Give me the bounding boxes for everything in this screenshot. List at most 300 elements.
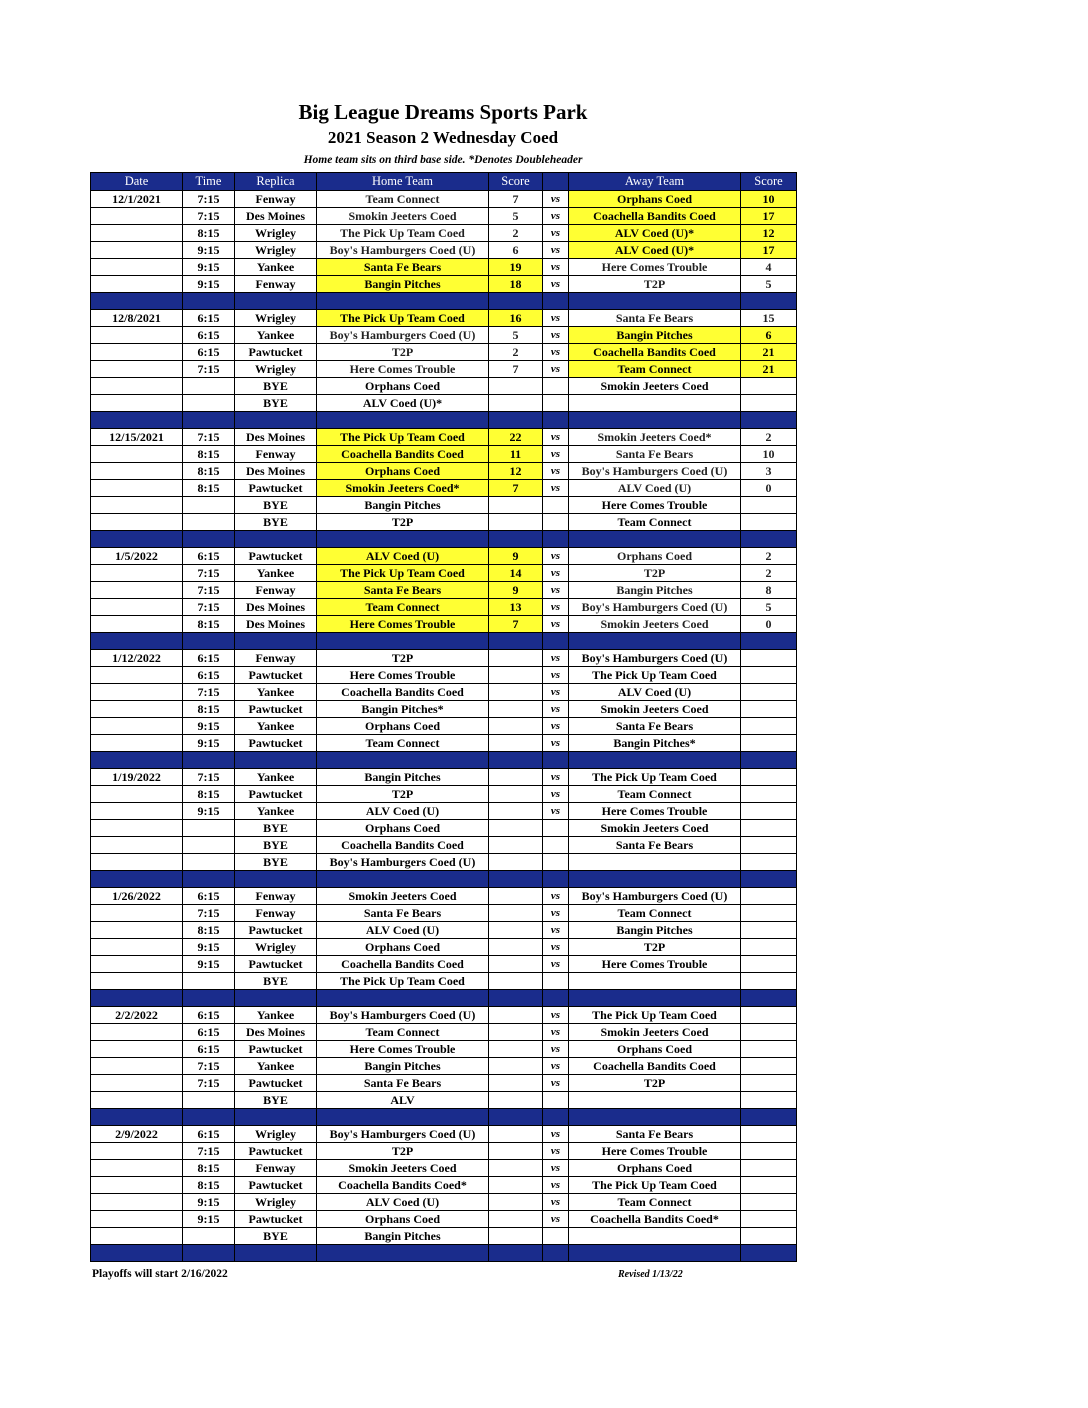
away-score-cell	[741, 667, 797, 684]
home-score-cell: 13	[489, 599, 543, 616]
date-cell	[91, 378, 183, 395]
separator-cell	[317, 1245, 489, 1262]
separator-cell	[741, 293, 797, 310]
time-cell: 6:15	[183, 344, 235, 361]
away-team-cell: Bangin Pitches	[569, 922, 741, 939]
home-score-cell	[489, 820, 543, 837]
time-cell: 7:15	[183, 684, 235, 701]
table-row	[91, 718, 797, 735]
date-cell	[91, 905, 183, 922]
separator-cell	[91, 293, 183, 310]
field-cell: BYE	[235, 378, 317, 395]
home-score-cell	[489, 1160, 543, 1177]
field-cell: BYE	[235, 973, 317, 990]
table-row	[91, 888, 797, 905]
home-team-cell: Here Comes Trouble	[317, 361, 489, 378]
vs-cell: vs	[543, 1194, 569, 1211]
table-row	[91, 837, 797, 854]
time-cell	[183, 1092, 235, 1109]
date-cell	[91, 446, 183, 463]
home-team-cell: Team Connect	[317, 735, 489, 752]
vs-cell	[543, 497, 569, 514]
away-team-cell: Smokin Jeeters Coed	[569, 701, 741, 718]
time-cell: 7:15	[183, 565, 235, 582]
away-team-cell: The Pick Up Team Coed	[569, 769, 741, 786]
vs-cell: vs	[543, 1143, 569, 1160]
separator-cell	[235, 633, 317, 650]
time-cell: 7:15	[183, 1058, 235, 1075]
away-team-cell: The Pick Up Team Coed	[569, 1177, 741, 1194]
home-team-cell: Here Comes Trouble	[317, 667, 489, 684]
vs-cell	[543, 854, 569, 871]
home-score-cell	[489, 650, 543, 667]
home-score-cell	[489, 922, 543, 939]
time-cell: 7:15	[183, 582, 235, 599]
vs-cell: vs	[543, 1126, 569, 1143]
week-separator	[91, 752, 797, 769]
away-score-cell	[741, 1160, 797, 1177]
separator-cell	[489, 1245, 543, 1262]
separator-cell	[489, 871, 543, 888]
date-cell: 1/5/2022	[91, 548, 183, 565]
away-team-cell: Team Connect	[569, 786, 741, 803]
separator-cell	[741, 871, 797, 888]
table-row	[91, 1228, 797, 1245]
away-team-cell: Smokin Jeeters Coed	[569, 378, 741, 395]
table-row	[91, 446, 797, 463]
home-score-cell	[489, 786, 543, 803]
home-team-cell: ALV Coed (U)*	[317, 395, 489, 412]
home-team-cell: Boy's Hamburgers Coed (U)	[317, 242, 489, 259]
vs-cell: vs	[543, 769, 569, 786]
vs-cell: vs	[543, 1024, 569, 1041]
home-team-cell: T2P	[317, 344, 489, 361]
home-score-cell	[489, 1092, 543, 1109]
home-team-cell: Coachella Bandits Coed*	[317, 1177, 489, 1194]
date-cell	[91, 939, 183, 956]
table-row	[91, 344, 797, 361]
time-cell: 8:15	[183, 463, 235, 480]
home-score-cell	[489, 905, 543, 922]
time-cell: 6:15	[183, 327, 235, 344]
time-cell	[183, 820, 235, 837]
time-cell: 6:15	[183, 1041, 235, 1058]
away-team-cell: Team Connect	[569, 514, 741, 531]
header-date: Date	[91, 173, 183, 191]
away-team-cell: T2P	[569, 276, 741, 293]
vs-cell	[543, 820, 569, 837]
separator-cell	[741, 752, 797, 769]
date-cell	[91, 395, 183, 412]
home-score-cell	[489, 1007, 543, 1024]
date-cell: 12/15/2021	[91, 429, 183, 446]
field-cell: BYE	[235, 837, 317, 854]
vs-cell: vs	[543, 429, 569, 446]
away-score-cell	[741, 922, 797, 939]
home-score-cell: 14	[489, 565, 543, 582]
date-cell	[91, 1041, 183, 1058]
vs-cell: vs	[543, 735, 569, 752]
table-row	[91, 1211, 797, 1228]
vs-cell: vs	[543, 922, 569, 939]
vs-cell: vs	[543, 599, 569, 616]
home-team-cell: Santa Fe Bears	[317, 905, 489, 922]
table-row	[91, 378, 797, 395]
separator-cell	[489, 633, 543, 650]
field-cell: Wrigley	[235, 939, 317, 956]
page-subtitle: 2021 Season 2 Wednesday Coed	[327, 128, 559, 147]
home-score-cell	[489, 1194, 543, 1211]
separator-cell	[183, 1109, 235, 1126]
home-score-cell: 9	[489, 548, 543, 565]
field-cell: Pawtucket	[235, 735, 317, 752]
home-team-cell: Team Connect	[317, 599, 489, 616]
date-cell: 2/2/2022	[91, 1007, 183, 1024]
table-row	[91, 701, 797, 718]
home-score-cell	[489, 973, 543, 990]
table-row	[91, 1143, 797, 1160]
separator-cell	[91, 412, 183, 429]
separator-cell	[235, 412, 317, 429]
away-score-cell	[741, 905, 797, 922]
time-cell	[183, 378, 235, 395]
away-team-cell: ALV Coed (U)*	[569, 225, 741, 242]
away-score-cell	[741, 650, 797, 667]
home-team-cell: The Pick Up Team Coed	[317, 225, 489, 242]
vs-cell: vs	[543, 803, 569, 820]
separator-cell	[569, 1245, 741, 1262]
separator-cell	[183, 531, 235, 548]
home-score-cell	[489, 1211, 543, 1228]
away-team-cell: Boy's Hamburgers Coed (U)	[569, 463, 741, 480]
home-team-cell: Boy's Hamburgers Coed (U)	[317, 327, 489, 344]
away-score-cell	[741, 769, 797, 786]
field-cell: BYE	[235, 854, 317, 871]
date-cell	[91, 1211, 183, 1228]
separator-cell	[235, 1245, 317, 1262]
date-cell	[91, 701, 183, 718]
schedule-note: Home team sits on third base side. *Denotes Doubleheader	[303, 154, 583, 166]
field-cell: Pawtucket	[235, 344, 317, 361]
vs-cell: vs	[543, 718, 569, 735]
date-cell	[91, 1143, 183, 1160]
away-team-cell: Here Comes Trouble	[569, 497, 741, 514]
away-score-cell	[741, 497, 797, 514]
separator-cell	[317, 412, 489, 429]
separator-cell	[489, 990, 543, 1007]
vs-cell: vs	[543, 191, 569, 208]
home-team-cell: ALV Coed (U)	[317, 548, 489, 565]
date-cell	[91, 735, 183, 752]
time-cell: 8:15	[183, 786, 235, 803]
field-cell: Des Moines	[235, 429, 317, 446]
away-score-cell: 6	[741, 327, 797, 344]
field-cell: Wrigley	[235, 242, 317, 259]
vs-cell	[543, 973, 569, 990]
vs-cell: vs	[543, 1211, 569, 1228]
home-score-cell	[489, 735, 543, 752]
away-team-cell: Coachella Bandits Coed	[569, 208, 741, 225]
time-cell: 9:15	[183, 1211, 235, 1228]
home-score-cell	[489, 667, 543, 684]
vs-cell: vs	[543, 582, 569, 599]
home-score-cell	[489, 956, 543, 973]
away-score-cell	[741, 1177, 797, 1194]
time-cell	[183, 1228, 235, 1245]
away-score-cell: 12	[741, 225, 797, 242]
away-score-cell: 8	[741, 582, 797, 599]
away-team-cell: Orphans Coed	[569, 1160, 741, 1177]
separator-cell	[235, 293, 317, 310]
date-cell	[91, 1058, 183, 1075]
vs-cell: vs	[543, 905, 569, 922]
away-team-cell	[569, 1228, 741, 1245]
table-row	[91, 463, 797, 480]
table-row	[91, 803, 797, 820]
field-cell: Fenway	[235, 276, 317, 293]
time-cell: 7:15	[183, 429, 235, 446]
home-score-cell: 7	[489, 361, 543, 378]
home-team-cell: Bangin Pitches	[317, 1058, 489, 1075]
table-row	[91, 786, 797, 803]
schedule-table	[90, 172, 797, 1262]
time-cell: 6:15	[183, 1024, 235, 1041]
date-cell	[91, 225, 183, 242]
field-cell: Wrigley	[235, 310, 317, 327]
separator-cell	[741, 633, 797, 650]
home-score-cell: 18	[489, 276, 543, 293]
time-cell: 6:15	[183, 1007, 235, 1024]
date-cell	[91, 956, 183, 973]
away-team-cell	[569, 854, 741, 871]
away-score-cell: 10	[741, 446, 797, 463]
vs-cell: vs	[543, 480, 569, 497]
date-cell: 1/19/2022	[91, 769, 183, 786]
vs-cell	[543, 514, 569, 531]
date-cell	[91, 718, 183, 735]
separator-cell	[317, 871, 489, 888]
away-team-cell	[569, 1092, 741, 1109]
time-cell	[183, 395, 235, 412]
time-cell: 9:15	[183, 939, 235, 956]
away-team-cell: Smokin Jeeters Coed	[569, 1024, 741, 1041]
away-score-cell	[741, 1143, 797, 1160]
away-team-cell: T2P	[569, 565, 741, 582]
field-cell: Yankee	[235, 1007, 317, 1024]
away-score-cell: 15	[741, 310, 797, 327]
time-cell: 9:15	[183, 718, 235, 735]
home-score-cell	[489, 497, 543, 514]
table-row	[91, 1126, 797, 1143]
table-row	[91, 599, 797, 616]
table-row	[91, 429, 797, 446]
date-cell	[91, 803, 183, 820]
field-cell: Yankee	[235, 769, 317, 786]
date-cell	[91, 259, 183, 276]
field-cell: Des Moines	[235, 616, 317, 633]
away-team-cell	[569, 395, 741, 412]
header-home-team: Home Team	[317, 173, 489, 191]
table-row	[91, 1177, 797, 1194]
table-row	[91, 361, 797, 378]
away-team-cell: Santa Fe Bears	[569, 718, 741, 735]
home-team-cell: Santa Fe Bears	[317, 259, 489, 276]
separator-cell	[489, 293, 543, 310]
home-team-cell: Team Connect	[317, 1024, 489, 1041]
page-title: Big League Dreams Sports Park	[298, 100, 588, 124]
home-team-cell: The Pick Up Team Coed	[317, 429, 489, 446]
separator-cell	[543, 1245, 569, 1262]
date-cell: 12/8/2021	[91, 310, 183, 327]
date-cell: 1/26/2022	[91, 888, 183, 905]
table-row	[91, 616, 797, 633]
separator-cell	[317, 990, 489, 1007]
vs-cell: vs	[543, 650, 569, 667]
field-cell: Pawtucket	[235, 1041, 317, 1058]
away-team-cell: Here Comes Trouble	[569, 1143, 741, 1160]
field-cell: Pawtucket	[235, 1211, 317, 1228]
time-cell: 9:15	[183, 259, 235, 276]
away-score-cell	[741, 888, 797, 905]
week-separator	[91, 633, 797, 650]
vs-cell: vs	[543, 1160, 569, 1177]
home-team-cell: Smokin Jeeters Coed	[317, 888, 489, 905]
away-team-cell: Team Connect	[569, 905, 741, 922]
time-cell: 7:15	[183, 191, 235, 208]
separator-cell	[543, 990, 569, 1007]
date-cell	[91, 786, 183, 803]
header-vs	[543, 173, 569, 191]
away-team-cell: Orphans Coed	[569, 1041, 741, 1058]
separator-cell	[91, 633, 183, 650]
table-row	[91, 582, 797, 599]
away-team-cell: ALV Coed (U)	[569, 480, 741, 497]
separator-cell	[543, 752, 569, 769]
separator-cell	[489, 1109, 543, 1126]
separator-cell	[183, 752, 235, 769]
field-cell: BYE	[235, 1228, 317, 1245]
away-team-cell: Boy's Hamburgers Coed (U)	[569, 888, 741, 905]
home-team-cell: Boy's Hamburgers Coed (U)	[317, 1126, 489, 1143]
away-score-cell: 5	[741, 599, 797, 616]
away-team-cell: Santa Fe Bears	[569, 837, 741, 854]
away-score-cell	[741, 1126, 797, 1143]
vs-cell: vs	[543, 310, 569, 327]
field-cell: Fenway	[235, 1160, 317, 1177]
date-cell	[91, 463, 183, 480]
date-cell	[91, 1177, 183, 1194]
table-row	[91, 939, 797, 956]
date-cell	[91, 684, 183, 701]
away-team-cell: Orphans Coed	[569, 548, 741, 565]
vs-cell: vs	[543, 1075, 569, 1092]
vs-cell	[543, 1092, 569, 1109]
home-score-cell	[489, 888, 543, 905]
field-cell: Des Moines	[235, 208, 317, 225]
home-score-cell: 9	[489, 582, 543, 599]
separator-cell	[741, 1245, 797, 1262]
away-team-cell: Coachella Bandits Coed*	[569, 1211, 741, 1228]
playoffs-note: Playoffs will start 2/16/2022	[92, 1268, 228, 1280]
home-team-cell: Coachella Bandits Coed	[317, 956, 489, 973]
field-cell: Des Moines	[235, 463, 317, 480]
date-cell	[91, 582, 183, 599]
table-row	[91, 225, 797, 242]
time-cell: 9:15	[183, 803, 235, 820]
header-away-score: Score	[741, 173, 797, 191]
table-row	[91, 1058, 797, 1075]
time-cell: 6:15	[183, 548, 235, 565]
away-score-cell: 2	[741, 565, 797, 582]
separator-cell	[569, 293, 741, 310]
time-cell: 9:15	[183, 1194, 235, 1211]
vs-cell: vs	[543, 259, 569, 276]
away-team-cell: Here Comes Trouble	[569, 803, 741, 820]
time-cell: 7:15	[183, 208, 235, 225]
away-team-cell: Orphans Coed	[569, 191, 741, 208]
away-team-cell: Smokin Jeeters Coed	[569, 820, 741, 837]
field-cell: Wrigley	[235, 225, 317, 242]
table-row	[91, 497, 797, 514]
week-separator	[91, 293, 797, 310]
field-cell: Pawtucket	[235, 1143, 317, 1160]
week-separator	[91, 871, 797, 888]
time-cell: 9:15	[183, 956, 235, 973]
time-cell: 8:15	[183, 446, 235, 463]
separator-cell	[741, 531, 797, 548]
table-row	[91, 310, 797, 327]
home-score-cell	[489, 1024, 543, 1041]
header-row	[91, 173, 797, 191]
away-score-cell	[741, 803, 797, 820]
home-team-cell: Here Comes Trouble	[317, 616, 489, 633]
separator-cell	[741, 412, 797, 429]
away-team-cell: Santa Fe Bears	[569, 446, 741, 463]
field-cell: Pawtucket	[235, 480, 317, 497]
time-cell: 7:15	[183, 1143, 235, 1160]
field-cell: BYE	[235, 1092, 317, 1109]
separator-cell	[91, 990, 183, 1007]
home-team-cell: Bangin Pitches	[317, 276, 489, 293]
table-row	[91, 327, 797, 344]
home-score-cell: 6	[489, 242, 543, 259]
time-cell: 8:15	[183, 480, 235, 497]
date-cell	[91, 361, 183, 378]
field-cell: Wrigley	[235, 361, 317, 378]
vs-cell: vs	[543, 208, 569, 225]
table-row	[91, 259, 797, 276]
date-cell	[91, 1194, 183, 1211]
away-score-cell: 17	[741, 242, 797, 259]
vs-cell: vs	[543, 327, 569, 344]
time-cell: 6:15	[183, 667, 235, 684]
vs-cell: vs	[543, 684, 569, 701]
table-row	[91, 208, 797, 225]
date-cell	[91, 922, 183, 939]
table-row	[91, 1075, 797, 1092]
home-team-cell: Here Comes Trouble	[317, 1041, 489, 1058]
away-score-cell: 17	[741, 208, 797, 225]
home-score-cell	[489, 684, 543, 701]
home-team-cell: ALV Coed (U)	[317, 803, 489, 820]
field-cell: Pawtucket	[235, 667, 317, 684]
field-cell: Yankee	[235, 684, 317, 701]
home-team-cell: Team Connect	[317, 191, 489, 208]
vs-cell: vs	[543, 956, 569, 973]
away-team-cell: The Pick Up Team Coed	[569, 667, 741, 684]
home-score-cell: 22	[489, 429, 543, 446]
field-cell: Pawtucket	[235, 956, 317, 973]
